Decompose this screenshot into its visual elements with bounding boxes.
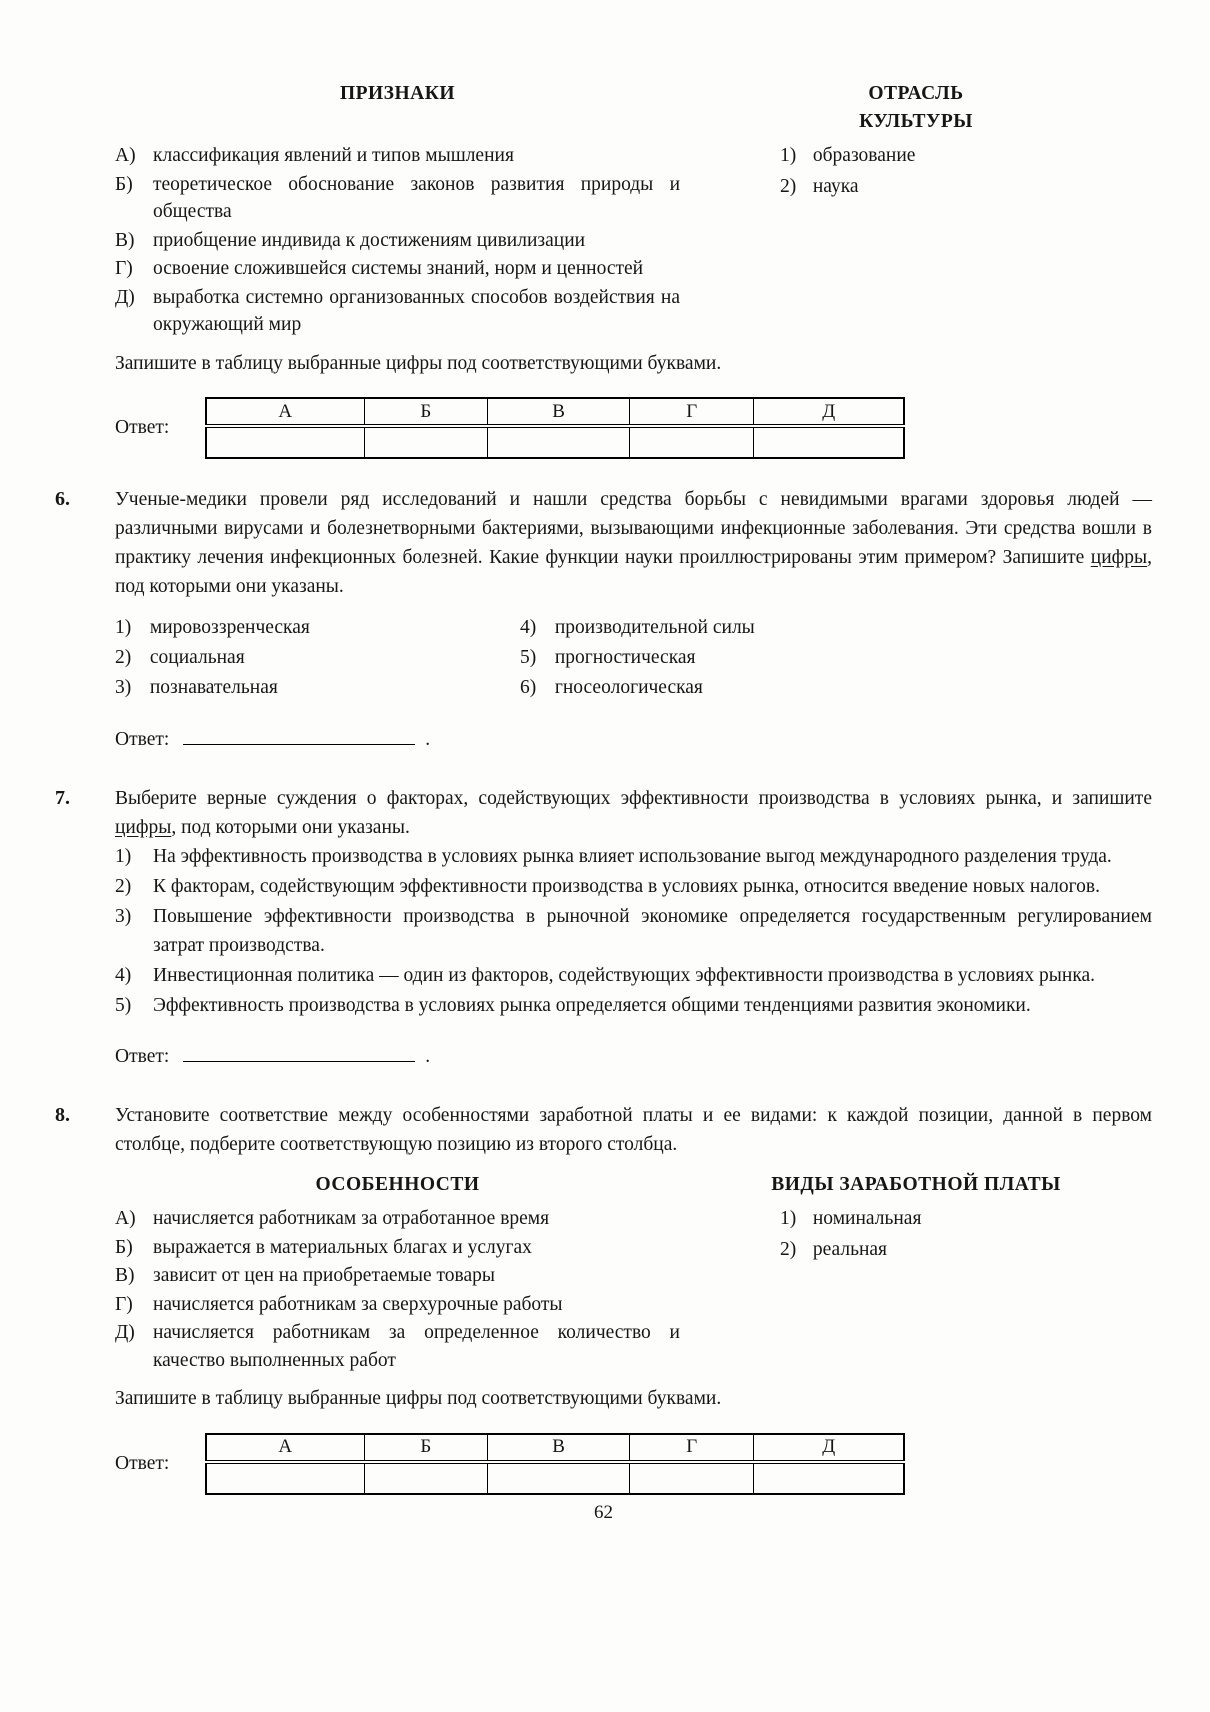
answer-blank-line	[183, 1043, 415, 1063]
option-item	[520, 613, 1152, 642]
option-item	[520, 643, 1152, 672]
column-header-culture-branch	[680, 80, 1152, 142]
option-text: производительной силы	[554, 617, 755, 638]
answer-label: Ответ:	[115, 1046, 170, 1067]
item-text: классификация явлений и типов мышления	[153, 145, 514, 166]
option-text: прогностическая	[554, 647, 696, 668]
answer-table-block	[55, 1433, 1152, 1495]
answer-cell	[206, 426, 364, 458]
column-header-wage-features: ОСОБЕННОСТИ	[315, 1174, 480, 1195]
page-number: 62	[594, 1502, 613, 1523]
question-number: 7.	[55, 787, 70, 809]
item-text: освоение сложившейся системы знаний, норм и ценностей	[153, 258, 644, 279]
list-item	[115, 1319, 680, 1374]
item-number: 1)	[780, 145, 797, 166]
option-text: мировоззренческая	[149, 617, 310, 638]
question-text-part: Выберите верные суждения о факторах, содействующих эффективности производства в условиях рынка, и запишите	[115, 788, 1152, 809]
question-number: 6.	[55, 488, 70, 510]
item-letter: А)	[115, 1208, 136, 1229]
option-item	[115, 673, 520, 702]
table-instruction: Запишите в таблицу выбранные цифры под соответствующими буквами.	[115, 352, 722, 374]
item-text: выражается в материальных благах и услугах	[153, 1236, 532, 1258]
answer-cell	[754, 426, 904, 458]
option-number: 4)	[520, 617, 537, 638]
option-number: 1)	[115, 617, 132, 638]
option-text: гносеологическая	[554, 677, 703, 698]
list-item	[115, 255, 680, 283]
item-text: номинальная	[812, 1208, 922, 1229]
answer-cell	[206, 1462, 364, 1494]
answer-cell	[488, 1462, 630, 1494]
answer-table-input-row	[206, 426, 904, 458]
statement-text: К факторам, содействующим эффективности производства в условиях рынка, относится введение новых налогов.	[153, 876, 1100, 897]
wage-types-list	[680, 1205, 1152, 1264]
list-item	[115, 1262, 680, 1290]
option-text: познавательная	[149, 677, 278, 698]
answer-table	[205, 397, 905, 459]
answer-col-header: Г	[630, 1434, 754, 1462]
answer-table-input-row	[206, 1462, 904, 1494]
matching-section-culture	[115, 80, 1152, 459]
answer-cell	[364, 1462, 488, 1494]
question-number: 8.	[55, 1104, 70, 1126]
answer-blank-block	[115, 725, 1152, 754]
question-6	[55, 485, 1152, 754]
statement-item	[115, 872, 1152, 901]
statement-text: На эффективность производства в условиях рынка влияет использование выгод международного разделения труда.	[153, 846, 1112, 867]
statement-number: 2)	[115, 876, 132, 897]
list-item	[780, 142, 1152, 170]
options-grid	[115, 613, 1152, 703]
answer-table-header-row	[206, 1434, 904, 1462]
answer-label: Ответ:	[115, 729, 170, 750]
answer-cell	[754, 1462, 904, 1494]
statement-item	[115, 991, 1152, 1020]
answer-label: Ответ:	[115, 417, 170, 438]
table-instruction: Запишите в таблицу выбранные цифры под соответствующими буквами.	[115, 1388, 722, 1409]
statement-number: 1)	[115, 846, 132, 867]
item-letter: Г)	[115, 1293, 133, 1315]
question-7	[55, 784, 1152, 1071]
list-item	[115, 284, 680, 339]
item-text: приобщение индивида к достижениям цивилизации	[153, 229, 586, 251]
answer-col-header: Д	[754, 1434, 904, 1462]
answer-col-header: Д	[754, 398, 904, 426]
column-header-line: ОТРАСЛЬ	[868, 83, 964, 104]
options-column-right	[520, 613, 1152, 703]
answer-blank-block	[115, 1042, 1152, 1071]
wage-features-list	[115, 1205, 680, 1374]
statement-text: Инвестиционная политика — один из факторов, содействующих эффективности производства в условиях рынка.	[153, 965, 1096, 986]
option-item	[115, 613, 520, 642]
underlined-word: цифры	[1090, 547, 1148, 568]
option-number: 2)	[115, 647, 132, 668]
list-item	[780, 173, 1152, 201]
item-text: образование	[812, 145, 916, 166]
item-number: 2)	[780, 1239, 797, 1260]
answer-suffix: .	[425, 729, 431, 750]
statement-number: 5)	[115, 995, 132, 1016]
statement-text: Повышение эффективности производства в рыночной экономике определяется государственным регулированием затрат производства.	[153, 906, 1152, 956]
options-column-left	[115, 613, 520, 703]
option-number: 5)	[520, 647, 537, 668]
branch-options-list	[680, 142, 1152, 201]
question-text	[115, 784, 1152, 842]
list-item	[115, 171, 680, 226]
column-header-line: КУЛЬТУРЫ	[859, 111, 973, 132]
statement-item	[115, 902, 1152, 960]
item-letter: В)	[115, 1265, 135, 1286]
answer-col-header: А	[206, 1434, 364, 1462]
column-header-features: ПРИЗНАКИ	[339, 83, 456, 104]
answer-label: Ответ:	[115, 1452, 170, 1474]
answer-cell	[630, 426, 754, 458]
item-number: 1)	[780, 1208, 797, 1229]
item-letter: Б)	[115, 173, 133, 195]
answer-cell	[364, 426, 488, 458]
list-item	[115, 1291, 680, 1319]
underlined-word: цифры	[115, 817, 172, 838]
answer-col-header: Г	[630, 398, 754, 426]
option-number: 3)	[115, 677, 132, 698]
item-text: зависит от цен на приобретаемые товары	[153, 1265, 495, 1286]
list-item	[115, 227, 680, 255]
answer-suffix: .	[425, 1046, 431, 1067]
statement-item	[115, 961, 1152, 990]
features-list	[115, 142, 680, 339]
item-text: начисляется работникам за сверхурочные работы	[153, 1293, 563, 1315]
item-text: выработка системно организованных способов воздействия на окружающий мир	[153, 286, 680, 335]
question-text-part: , под которыми они указаны.	[171, 817, 410, 838]
list-item	[115, 1205, 680, 1233]
item-letter: Д)	[115, 286, 135, 308]
answer-col-header: Б	[364, 1434, 488, 1462]
answer-table-block	[115, 397, 1152, 459]
option-text: социальная	[149, 647, 245, 668]
option-item	[115, 643, 520, 672]
statement-item	[115, 842, 1152, 871]
list-item	[115, 142, 680, 170]
list-item	[780, 1205, 1152, 1233]
item-letter: Г)	[115, 258, 133, 279]
item-text: начисляется работникам за отработанное время	[153, 1208, 550, 1229]
item-letter: Д)	[115, 1322, 135, 1343]
item-text: начисляется работникам за определенное количество и качество выполненных работ	[153, 1322, 680, 1371]
answer-col-header: В	[488, 398, 630, 426]
answer-col-header: В	[488, 1434, 630, 1462]
item-letter: Б)	[115, 1236, 133, 1258]
item-letter: В)	[115, 229, 135, 251]
question-text	[115, 485, 1152, 601]
statements-list	[115, 842, 1152, 1020]
answer-cell	[630, 1462, 754, 1494]
statement-number: 4)	[115, 965, 132, 986]
option-number: 6)	[520, 677, 537, 698]
question-8	[55, 1101, 1152, 1495]
option-item	[520, 673, 1152, 702]
item-text: наука	[812, 176, 859, 197]
question-text-part: Ученые-медики провели ряд исследований и нашли средства борьбы с невидимыми врагами здоровья людей — различными вирусами и болезнетворными бактериями, вызывающими инфекционные заболевания. Эти средства вошли в практику лечения инфекционных болезней. Какие функции науки проиллюстрированы этим примером? Запишите	[115, 489, 1152, 568]
item-letter: А)	[115, 145, 136, 166]
item-text: реальная	[812, 1239, 888, 1260]
question-text-part: , под которыми они указаны.	[115, 547, 1152, 597]
list-item	[115, 1234, 680, 1262]
answer-blank-line	[183, 726, 415, 746]
column-header-wage-types: ВИДЫ ЗАРАБОТНОЙ ПЛАТЫ	[771, 1174, 1061, 1195]
answer-cell	[488, 426, 630, 458]
answer-col-header: Б	[364, 398, 488, 426]
list-item	[780, 1236, 1152, 1264]
statement-number: 3)	[115, 906, 132, 927]
answer-col-header: А	[206, 398, 364, 426]
answer-table	[205, 1433, 905, 1495]
statement-text: Эффективность производства в условиях рынка определяется общими тенденциями развития экономики.	[153, 995, 1031, 1016]
question-text: Установите соответствие между особенностями заработной платы и ее видами: к каждой позиции, данной в первом столбце, подберите соответствующую позицию из второго столбца.	[115, 1105, 1152, 1155]
item-text: теоретическое обоснование законов развития природы и общества	[153, 173, 680, 222]
answer-table-header-row	[206, 398, 904, 426]
item-number: 2)	[780, 176, 797, 197]
